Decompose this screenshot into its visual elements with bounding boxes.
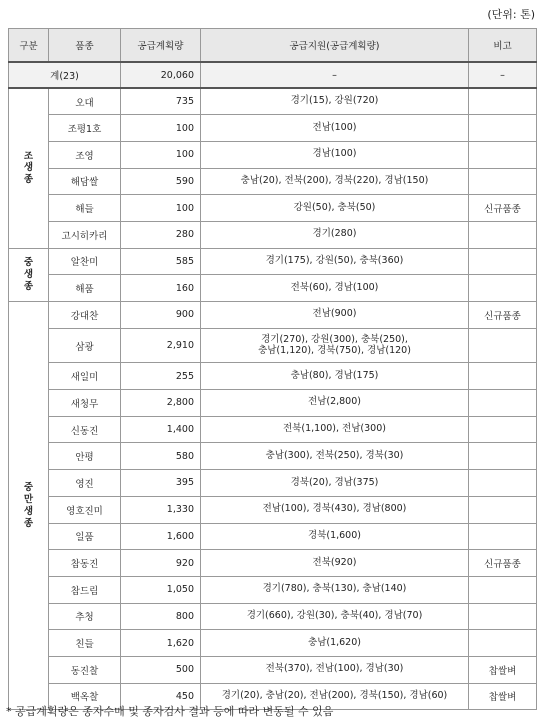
total-label: 계(23) (9, 62, 121, 88)
variety-cell: 강대찬 (49, 302, 121, 329)
region-cell: 경기(20), 충남(20), 전남(200), 경북(150), 경남(60) (201, 683, 469, 710)
region-cell: 경기(175), 강원(50), 충북(360) (201, 248, 469, 275)
table-row (9, 630, 537, 657)
remark-cell (469, 390, 537, 417)
table-row (9, 328, 537, 363)
unit-note: (단위: 톤) (487, 8, 535, 21)
remark-cell (469, 443, 537, 470)
region-cell: 전북(1,100), 전남(300) (201, 416, 469, 443)
category-char: 종 (23, 517, 34, 529)
category-cell (9, 302, 49, 710)
variety-cell: 참드림 (49, 576, 121, 603)
amount-cell: 2,800 (121, 390, 201, 417)
remark-cell (469, 630, 537, 657)
region-cell: 경남(100) (201, 141, 469, 168)
amount-cell: 255 (121, 363, 201, 390)
variety-cell: 영호진미 (49, 496, 121, 523)
amount-cell: 2,910 (121, 328, 201, 363)
category-char: 종 (23, 174, 34, 186)
table-row (9, 416, 537, 443)
table-row (9, 496, 537, 523)
remark-cell (469, 328, 537, 363)
variety-cell: 동진찰 (49, 656, 121, 683)
region-cell: 경기(270), 강원(300), 충북(250), 충남(1,120), 경북(750), 경남(120) (201, 328, 469, 363)
total-row (9, 62, 537, 88)
region-cell: 전북(920) (201, 550, 469, 577)
remark-cell (469, 115, 537, 142)
category-char: 중 (23, 257, 34, 268)
variety-cell: 오대 (49, 88, 121, 115)
amount-cell: 585 (121, 248, 201, 275)
total-region: – (201, 62, 469, 88)
category-char: 생 (23, 268, 34, 280)
variety-cell: 고시히카리 (49, 221, 121, 248)
category-char: 중 (23, 481, 34, 493)
header-row (9, 29, 537, 63)
table-row (9, 576, 537, 603)
remark-cell (469, 168, 537, 195)
table-row (9, 275, 537, 302)
variety-cell: 조영 (49, 141, 121, 168)
region-cell: 전남(2,800) (201, 390, 469, 417)
region-cell: 충남(20), 전북(200), 경북(220), 경남(150) (201, 168, 469, 195)
header-amount: 공급계획량 (121, 29, 201, 63)
category-char: 종 (23, 280, 34, 292)
region-cell: 전북(370), 전남(100), 경남(30) (201, 656, 469, 683)
variety-cell: 새청무 (49, 390, 121, 417)
variety-cell: 알찬미 (49, 248, 121, 275)
table-row (9, 88, 537, 115)
remark-cell (469, 470, 537, 497)
table-row (9, 115, 537, 142)
amount-cell: 160 (121, 275, 201, 302)
table-row (9, 141, 537, 168)
category-char: 생 (23, 162, 34, 174)
header-category: 구분 (9, 29, 49, 63)
region-cell: 경기(660), 강원(30), 충북(40), 경남(70) (201, 603, 469, 630)
variety-cell: 안평 (49, 443, 121, 470)
variety-cell: 해들 (49, 195, 121, 222)
region-cell: 전남(900) (201, 302, 469, 329)
region-cell: 경북(20), 경남(375) (201, 470, 469, 497)
amount-cell: 735 (121, 88, 201, 115)
variety-cell: 영진 (49, 470, 121, 497)
category-cell (9, 88, 49, 248)
region-cell: 전북(60), 경남(100) (201, 275, 469, 302)
total-remark: – (469, 62, 537, 88)
table-row (9, 523, 537, 550)
variety-cell: 백옥찰 (49, 683, 121, 710)
region-cell: 강원(50), 충북(50) (201, 195, 469, 222)
table-row (9, 656, 537, 683)
amount-cell: 280 (121, 221, 201, 248)
variety-cell: 해담쌀 (49, 168, 121, 195)
remark-cell: 신규품종 (469, 550, 537, 577)
remark-cell: 찹쌀벼 (469, 656, 537, 683)
table-row (9, 221, 537, 248)
remark-cell (469, 275, 537, 302)
amount-cell: 1,620 (121, 630, 201, 657)
region-cell: 경기(780), 충북(130), 충남(140) (201, 576, 469, 603)
amount-cell: 1,400 (121, 416, 201, 443)
table-row (9, 443, 537, 470)
amount-cell: 900 (121, 302, 201, 329)
total-amount: 20,060 (121, 62, 201, 88)
category-char: 조 (23, 150, 34, 162)
header-remark: 비고 (469, 29, 537, 63)
amount-cell: 1,600 (121, 523, 201, 550)
remark-cell (469, 523, 537, 550)
remark-cell (469, 141, 537, 168)
category-char: 만 (23, 493, 34, 505)
amount-cell: 920 (121, 550, 201, 577)
remark-cell (469, 576, 537, 603)
amount-cell: 580 (121, 443, 201, 470)
remark-cell: 찹쌀벼 (469, 683, 537, 710)
region-cell: 경기(280) (201, 221, 469, 248)
amount-cell: 1,330 (121, 496, 201, 523)
table-row (9, 195, 537, 222)
header-variety: 품종 (49, 29, 121, 63)
remark-cell (469, 88, 537, 115)
variety-cell: 일품 (49, 523, 121, 550)
table-row (9, 470, 537, 497)
table-row (9, 248, 537, 275)
table-row (9, 603, 537, 630)
remark-cell (469, 416, 537, 443)
variety-cell: 친들 (49, 630, 121, 657)
table-row (9, 390, 537, 417)
variety-cell: 추청 (49, 603, 121, 630)
seed-supply-table (8, 28, 537, 710)
region-cell: 전남(100), 경북(430), 경남(800) (201, 496, 469, 523)
remark-cell (469, 496, 537, 523)
variety-cell: 조평1호 (49, 115, 121, 142)
header-region: 공급지원(공급계획량) (201, 29, 469, 63)
table-row (9, 168, 537, 195)
variety-cell: 참동진 (49, 550, 121, 577)
remark-cell (469, 248, 537, 275)
region-cell: 충남(300), 전북(250), 경북(30) (201, 443, 469, 470)
remark-cell (469, 363, 537, 390)
variety-cell: 삼광 (49, 328, 121, 363)
table-row (9, 363, 537, 390)
remark-cell (469, 221, 537, 248)
region-cell: 전남(100) (201, 115, 469, 142)
remark-cell: 신규품종 (469, 302, 537, 329)
amount-cell: 395 (121, 470, 201, 497)
amount-cell: 100 (121, 195, 201, 222)
remark-cell: 신규품종 (469, 195, 537, 222)
remark-cell (469, 603, 537, 630)
amount-cell: 800 (121, 603, 201, 630)
variety-cell: 해품 (49, 275, 121, 302)
amount-cell: 1,050 (121, 576, 201, 603)
footnote: * 공급계획량은 종자수매 및 종자검사 결과 등에 따라 변동될 수 있음 (6, 705, 334, 718)
region-cell: 충남(80), 경남(175) (201, 363, 469, 390)
variety-cell: 신동진 (49, 416, 121, 443)
category-char: 생 (23, 505, 34, 517)
variety-cell: 새일미 (49, 363, 121, 390)
amount-cell: 590 (121, 168, 201, 195)
category-cell (9, 248, 49, 301)
table-row (9, 302, 537, 329)
amount-cell: 450 (121, 683, 201, 710)
region-cell: 충남(1,620) (201, 630, 469, 657)
amount-cell: 100 (121, 141, 201, 168)
amount-cell: 500 (121, 656, 201, 683)
table-row (9, 550, 537, 577)
region-cell: 경기(15), 강원(720) (201, 88, 469, 115)
region-cell: 경북(1,600) (201, 523, 469, 550)
amount-cell: 100 (121, 115, 201, 142)
